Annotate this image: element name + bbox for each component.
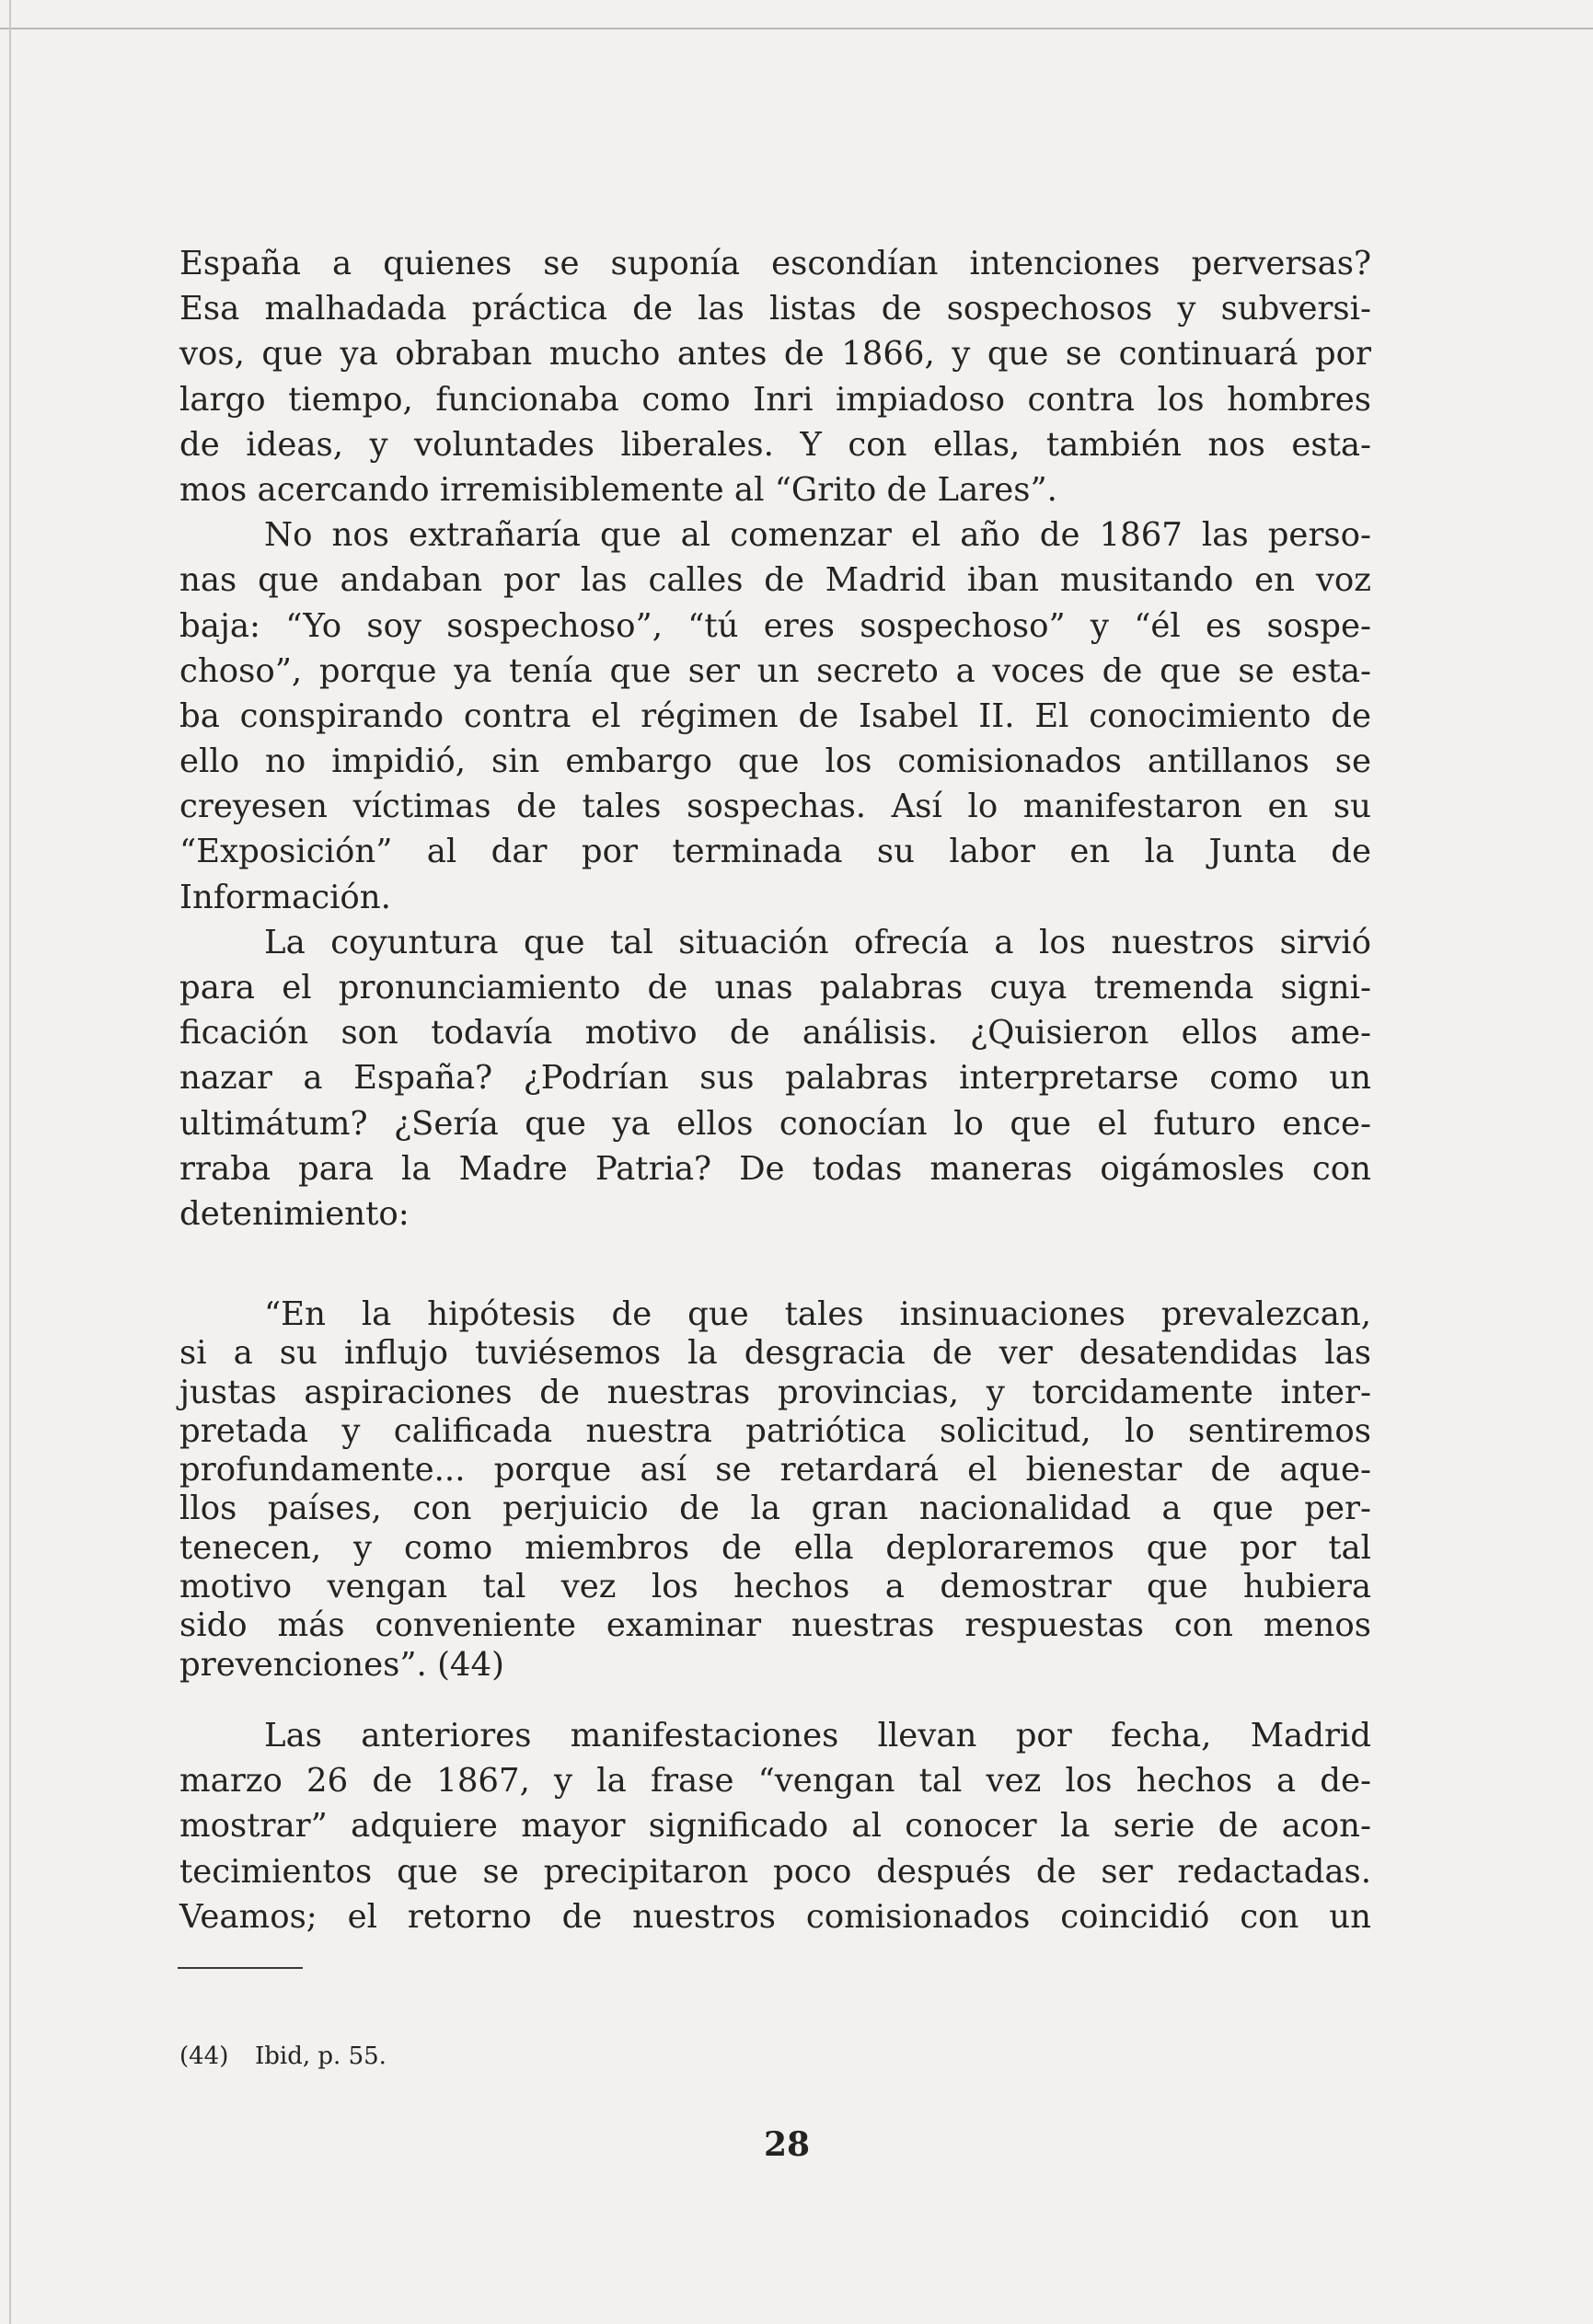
text-line: para el pronunciamiento de unas palabras cuya tremenda signi- (179, 969, 1371, 1007)
quote-line: motivo vengan tal vez los hechos a demostrar que hubiera (179, 1568, 1371, 1606)
footnote (179, 2042, 387, 2070)
page-number: 28 (763, 2125, 811, 2164)
main-text (179, 241, 1371, 1237)
closing-paragraph (179, 1713, 1371, 1939)
text-line: No nos extrañaría que al comenzar el año de 1867 las perso- (264, 516, 1371, 555)
text-line: marzo 26 de 1867, y la frase “vengan tal vez los hechos a de- (179, 1762, 1371, 1801)
text-line: detenimiento: (179, 1194, 410, 1233)
quote-line: justas aspiraciones de nuestras provincias, y torcidamente inter- (179, 1373, 1371, 1411)
text-line: Las anteriores manifestaciones llevan por fecha, Madrid (264, 1717, 1371, 1755)
footnote-separator (178, 1967, 303, 1969)
text-line: Esa malhadada práctica de las listas de sospechosos y subversi- (179, 290, 1371, 328)
quote-line: sido más conveniente examinar nuestras respuestas con menos (179, 1606, 1371, 1645)
block-quote (179, 1295, 1371, 1685)
text-line: nas que andaban por las calles de Madrid iban musitando en voz (179, 561, 1371, 600)
scan-top-edge (0, 28, 1593, 29)
quote-line: “En la hipótesis de que tales insinuaciones prevalezcan, (264, 1295, 1371, 1333)
text-line: baja: “Yo soy sospechoso”, “tú eres sospechoso” y “él es sospe- (179, 606, 1371, 645)
footnote-reference: (44) (437, 1645, 504, 1684)
quote-line (179, 1646, 1371, 1685)
text-line: mostrar” adquiere mayor significado al conocer la serie de acon- (179, 1807, 1371, 1846)
text-line: choso”, porque ya tenía que ser un secreto a voces de que se esta- (179, 651, 1371, 690)
footnote-number: (44) (179, 2042, 229, 2070)
text-line: tecimientos que se precipitaron poco después de ser redactadas. (179, 1852, 1371, 1891)
text-line: Información. (179, 878, 391, 916)
text-line: largo tiempo, funcionaba como Inri impiadoso contra los hombres (179, 380, 1371, 419)
text-line: España a quienes se suponía escondían intenciones perversas? (179, 245, 1371, 282)
text-line: ba conspirando contra el régimen de Isabel II. El conocimiento de (179, 696, 1371, 735)
text-line: mos acercando irremisiblemente al “Grito de Lares”. (179, 470, 1057, 509)
text-line: de ideas, y voluntades liberales. Y con ellas, también nos esta- (179, 425, 1371, 464)
quote-line: pretada y calificada nuestra patriótica solicitud, lo sentiremos (179, 1411, 1371, 1450)
text-line: ello no impidió, sin embargo que los comisionados antillanos se (179, 742, 1371, 781)
text-line: “Exposición” al dar por terminada su labor en la Junta de (179, 833, 1371, 871)
footnote-text: Ibid, p. 55. (255, 2042, 387, 2070)
text-line: vos, que ya obraban mucho antes de 1866, y que se continuará por (179, 335, 1371, 374)
text-line: La coyuntura que tal situación ofrecía a los nuestros sirvió (264, 923, 1371, 961)
text-line: nazar a España? ¿Podrían sus palabras interpretarse como un (179, 1059, 1371, 1098)
text-line: creyesen víctimas de tales sospechas. Así lo manifestaron en su (179, 788, 1371, 826)
scan-left-edge (9, 0, 11, 2324)
text-line: Veamos; el retorno de nuestros comisionados coincidió con un (179, 1897, 1371, 1936)
quote-line: profundamente... porque así se retardará el bienestar de aque- (179, 1451, 1371, 1490)
quote-line: llos países, con perjuicio de la gran nacionalidad a que per- (179, 1490, 1371, 1528)
quote-line: si a su influjo tuviésemos la desgracia de ver desatendidas las (179, 1334, 1371, 1373)
quote-line: tenecen, y como miembros de ella deploraremos que por tal (179, 1528, 1371, 1567)
text-line: ultimátum? ¿Sería que ya ellos conocían lo que el futuro ence- (179, 1104, 1371, 1143)
text-line: ficación son todavía motivo de análisis. ¿Quisieron ellos ame- (179, 1014, 1371, 1053)
text-line: rraba para la Madre Patria? De todas maneras oigámosles con (179, 1149, 1371, 1188)
quote-end-text: prevenciones”. (179, 1645, 427, 1684)
